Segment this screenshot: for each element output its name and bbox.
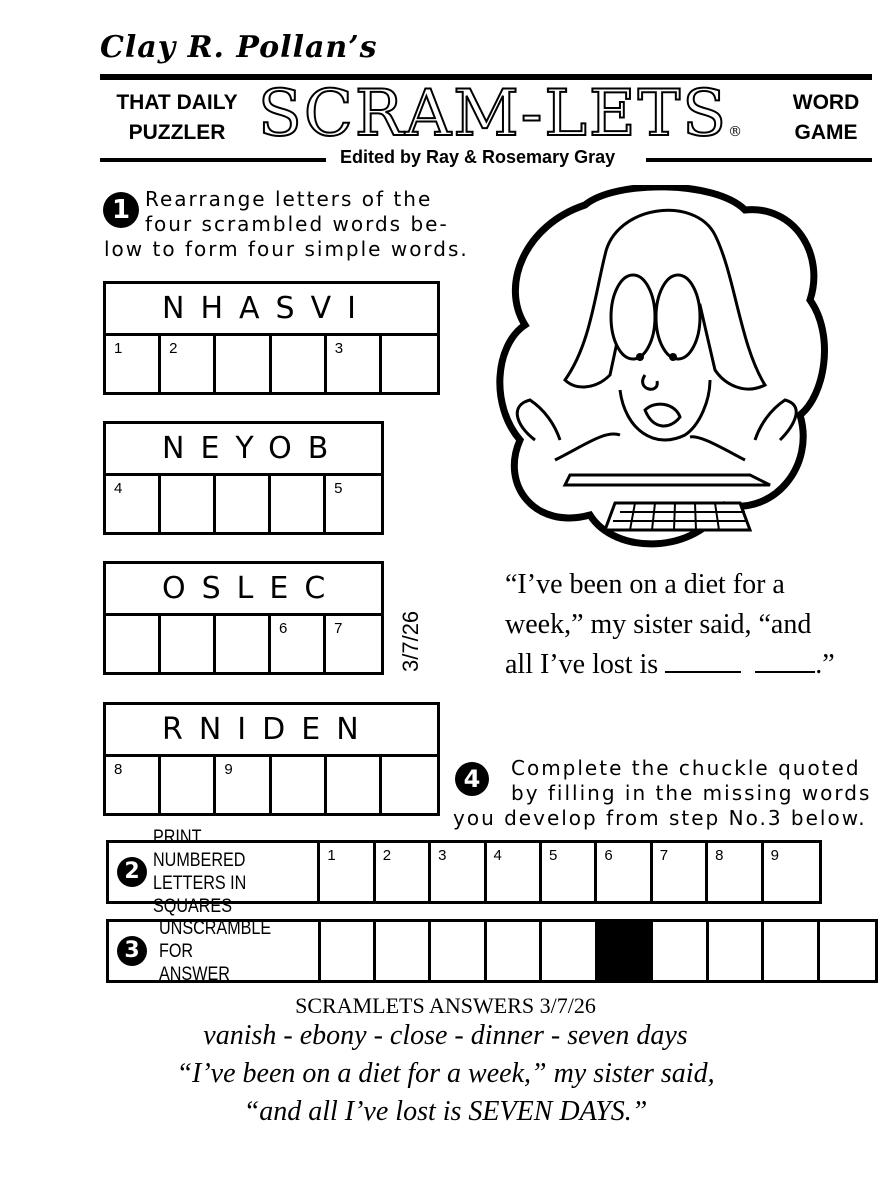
cartoon-illustration: [495, 185, 835, 560]
byline: Clay R. Pollan’s: [100, 30, 378, 65]
registered-mark: ®: [728, 124, 745, 140]
step-1-line1: Rearrange letters of the: [145, 187, 433, 211]
step-3-text: [159, 917, 294, 986]
letter-cell[interactable]: 9: [770, 847, 779, 864]
answer-cell[interactable]: [327, 757, 382, 816]
step-2-text: [153, 826, 293, 918]
letter-cell[interactable]: 7: [653, 843, 708, 901]
letter-cell[interactable]: 5: [542, 843, 597, 901]
step-2-label-line1: PRINT NUMBERED: [153, 827, 246, 871]
header-right-label-line2: GAME: [794, 121, 858, 144]
answer-cell[interactable]: [272, 336, 327, 395]
step-3-row: [106, 919, 878, 983]
answers-quote-line2: “and all I’ve lost is SEVEN DAYS.”: [243, 1096, 648, 1127]
step-2-label: [109, 827, 320, 917]
step-1-badge: 1: [103, 192, 139, 228]
quote-line3: all I’ve lost is: [505, 649, 659, 680]
answers-heading: SCRAMLETS ANSWERS 3/7/26: [295, 993, 596, 1018]
letter-cell[interactable]: 4: [487, 843, 542, 901]
word-separator-cell: [598, 922, 653, 980]
word-box-2: [103, 421, 384, 535]
step-2-label-line2: LETTERS IN SQUARES: [153, 873, 247, 917]
puzzle-date: 3/7/26: [398, 610, 423, 672]
answer-blank-2[interactable]: [755, 671, 815, 673]
answer-cell[interactable]: [382, 336, 437, 395]
unscramble-cell[interactable]: [487, 922, 542, 980]
word-box-3: [103, 561, 384, 675]
editors-credit: Edited by Ray & Rosemary Gray: [340, 147, 616, 167]
answer-cell[interactable]: [161, 476, 216, 535]
answer-cell[interactable]: 3: [327, 336, 382, 395]
letter-cell[interactable]: 8: [708, 843, 763, 901]
unscramble-cell[interactable]: [321, 922, 376, 980]
step-2-row: [106, 827, 822, 917]
header-left-label-line2: PUZZLER: [128, 121, 226, 144]
scrambled-word-2: NEYOB: [106, 424, 381, 476]
quote-end: .”: [815, 649, 835, 680]
header-rule-right: [646, 158, 872, 162]
scrambled-word-3: OSLEC: [106, 564, 381, 616]
step-4-line3: you develop from step No.3 below.: [453, 806, 867, 830]
header-rule-left: [100, 158, 326, 162]
unscramble-cell[interactable]: [653, 922, 708, 980]
quote-line2: week,” my sister said, “and: [505, 609, 812, 640]
answer-cell[interactable]: [161, 616, 216, 675]
answer-cell[interactable]: [216, 616, 271, 675]
word-box-1: [103, 281, 440, 395]
step-2-badge: 2: [117, 857, 147, 887]
scrambled-word-4: RNIDEN: [106, 705, 437, 757]
answer-cell[interactable]: 4: [106, 476, 161, 535]
answer-cell[interactable]: [106, 616, 161, 675]
puzzle-title: [258, 78, 788, 150]
unscramble-cell[interactable]: [764, 922, 819, 980]
answer-cell[interactable]: 9: [216, 757, 271, 816]
unscramble-cell[interactable]: [431, 922, 486, 980]
step-3-badge: 3: [117, 936, 147, 966]
unscramble-cell[interactable]: [709, 922, 764, 980]
answers-quote-line1: “I’ve been on a diet for a week,” my sister said,: [176, 1058, 715, 1089]
answer-cell[interactable]: 5: [334, 480, 343, 497]
step-1-line3: low to form four simple words.: [104, 237, 469, 261]
step-3-label-line1: UNSCRAMBLE FOR: [159, 917, 272, 962]
answer-cell[interactable]: 1: [106, 336, 161, 395]
letter-cell[interactable]: 1: [320, 843, 375, 901]
answer-cell[interactable]: 7: [334, 620, 343, 637]
step-4-badge: 4: [455, 762, 489, 796]
header-right-label: [786, 88, 866, 148]
header-left-label-line1: THAT DAILY: [116, 91, 238, 114]
step-4-line1: Complete the chuckle quoted: [511, 756, 861, 780]
step-1-line2: four scrambled words be-: [145, 212, 449, 236]
letter-cell[interactable]: 3: [431, 843, 486, 901]
scrambled-word-1: NHASVI: [106, 284, 437, 336]
answers-words: vanish - ebony - close - dinner - seven days: [203, 1020, 688, 1051]
answer-blank-1[interactable]: [665, 671, 741, 673]
letter-cell[interactable]: 2: [376, 843, 431, 901]
step-3-label: [109, 917, 321, 985]
header-right-label-line1: WORD: [792, 91, 860, 114]
unscramble-cell[interactable]: [820, 922, 875, 980]
step-4-line2: by filling in the missing words: [511, 781, 872, 805]
answer-cell[interactable]: 6: [271, 616, 326, 675]
chuckle-quote: [505, 565, 875, 685]
letter-cell[interactable]: 6: [597, 843, 652, 901]
answer-cell[interactable]: 2: [161, 336, 216, 395]
word-box-4: [103, 702, 440, 816]
answer-cell[interactable]: [271, 476, 326, 535]
answer-cell[interactable]: [272, 757, 327, 816]
unscramble-cell[interactable]: [376, 922, 431, 980]
answer-cell[interactable]: [216, 476, 271, 535]
quote-line1: “I’ve been on a diet for a: [505, 569, 785, 600]
answer-cell[interactable]: [382, 757, 437, 816]
header-left-label: [112, 88, 242, 148]
step-3-label-line2: ANSWER: [159, 963, 230, 985]
answer-cell[interactable]: 8: [106, 757, 161, 816]
answer-cell[interactable]: [216, 336, 271, 395]
unscramble-cell[interactable]: [542, 922, 597, 980]
answer-cell[interactable]: [161, 757, 216, 816]
title-text: SCRAM-LETS: [258, 77, 729, 151]
